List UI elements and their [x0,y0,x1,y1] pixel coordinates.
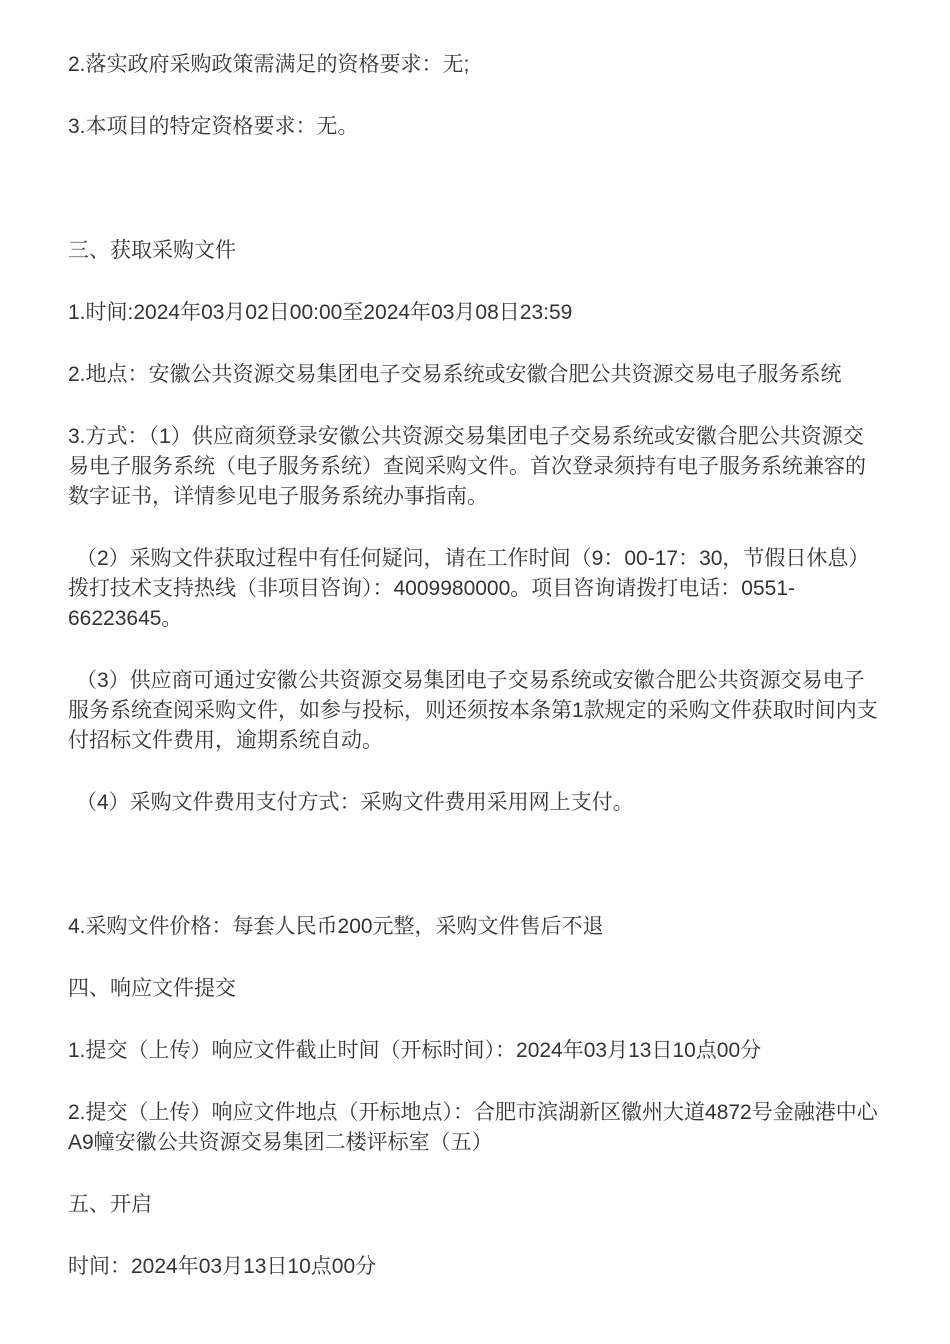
obtain-documents-location: 2.地点：安徽公共资源交易集团电子交易系统或安徽合肥公共资源交易电子服务系统 [68,363,842,386]
section-heading-response-submission: 四、响应文件提交 [68,977,236,1000]
specific-qualification-requirement: 3.本项目的特定资格要求：无。 [68,115,359,138]
response-submission-location: 2.提交（上传）响应文件地点（开标地点）：合肥市滨湖新区徽州大道4872号金融港中心A9幢安徽公共资源交易集团二楼评标室（五） [68,1101,878,1154]
obtain-documents-time: 1.时间:2024年03月02日00:00至2024年03月08日23:59 [68,301,573,324]
opening-time: 时间：2024年03月13日10点00分 [68,1255,377,1278]
section-heading-obtain-documents: 三、获取采购文件 [68,239,236,262]
blank-line [68,174,880,204]
policy-qualification-requirement: 2.落实政府采购政策需满足的资格要求：无; [68,53,470,76]
obtain-documents-price: 4.采购文件价格：每套人民币200元整，采购文件售后不退 [68,915,604,938]
blank-line [68,850,880,880]
obtain-documents-note-2: （2）采购文件获取过程中有任何疑问，请在工作时间（9：00-17：30，节假日休息）拨打技术支持热线（非项目咨询）：4009980000。项目咨询请拨打电话：0551-66223645。 [68,547,870,630]
obtain-documents-note-4: （4）采购文件费用支付方式：采购文件费用采用网上支付。 [76,791,634,814]
obtain-documents-note-3: （3）供应商可通过安徽公共资源交易集团电子交易系统或安徽合肥公共资源交易电子服务系统查阅采购文件，如参与投标，则还须按本条第1款规定的采购文件获取时间内支付招标文件费用，逾期系统自动。 [68,669,878,752]
obtain-documents-method: 3.方式：（1）供应商须登录安徽公共资源交易集团电子交易系统或安徽合肥公共资源交易电子服务系统（电子服务系统）查阅采购文件。首次登录须持有电子服务系统兼容的数字证书，详情参见电子服务系统办事指南。 [68,425,866,508]
response-submission-deadline: 1.提交（上传）响应文件截止时间（开标时间）：2024年03月13日10点00分 [68,1039,762,1062]
section-heading-opening: 五、开启 [68,1193,152,1216]
